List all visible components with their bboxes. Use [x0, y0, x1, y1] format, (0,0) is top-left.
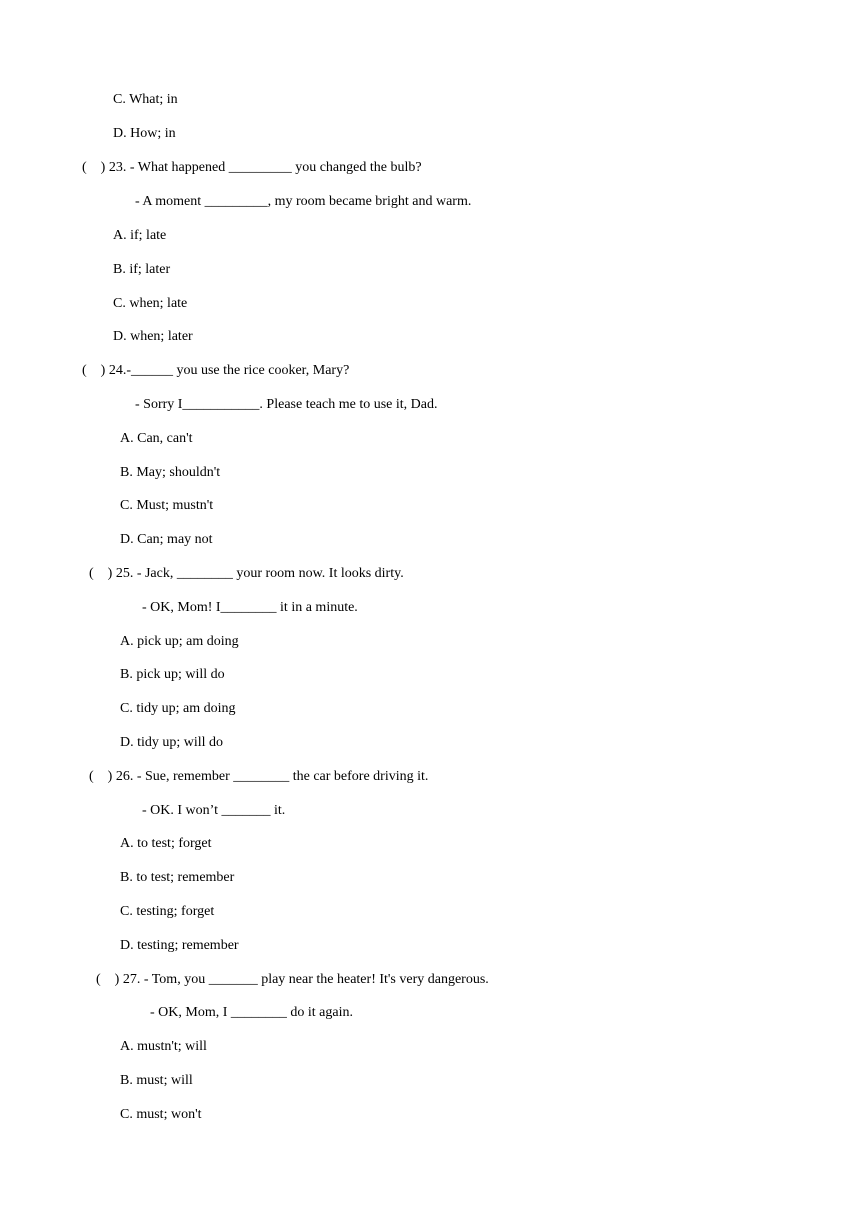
option-c-q24: C. Must; mustn't [120, 498, 214, 513]
question-23-response: - A moment _________, my room became bright and warm. [135, 194, 472, 209]
question-24: ( ) 24.-______ you use the rice cooker, Mary? [82, 363, 350, 378]
option-a-q27: A. mustn't; will [120, 1039, 207, 1054]
option-a-q23: A. if; late [113, 228, 167, 243]
option-c-q23: C. when; late [113, 296, 188, 311]
option-b-q25: B. pick up; will do [120, 667, 225, 682]
option-b-q27: B. must; will [120, 1073, 193, 1088]
option-b-q24: B. May; shouldn't [120, 465, 221, 480]
question-23: ( ) 23. - What happened _________ you changed the bulb? [82, 160, 422, 175]
option-d-q24: D. Can; may not [120, 532, 213, 547]
question-26-response: - OK. I won’t _______ it. [142, 803, 286, 818]
option-a-q24: A. Can, can't [120, 431, 193, 446]
option-d-q22: D. How; in [113, 126, 176, 141]
option-a-q25: A. pick up; am doing [120, 634, 239, 649]
option-b-q26: B. to test; remember [120, 870, 235, 885]
option-c-q26: C. testing; forget [120, 904, 215, 919]
option-d-q26: D. testing; remember [120, 938, 239, 953]
option-d-q25: D. tidy up; will do [120, 735, 224, 750]
question-27: ( ) 27. - Tom, you _______ play near the heater! It's very dangerous. [96, 972, 489, 987]
option-a-q26: A. to test; forget [120, 836, 212, 851]
question-27-response: - OK, Mom, I ________ do it again. [150, 1005, 353, 1020]
option-b-q23: B. if; later [113, 262, 171, 277]
option-c-q25: C. tidy up; am doing [120, 701, 236, 716]
option-c-q22: C. What; in [113, 92, 178, 107]
question-24-response: - Sorry I___________. Please teach me to use it, Dad. [135, 397, 438, 412]
question-25-response: - OK, Mom! I________ it in a minute. [142, 600, 358, 615]
question-26: ( ) 26. - Sue, remember ________ the car before driving it. [89, 769, 429, 784]
option-c-q27: C. must; won't [120, 1107, 202, 1122]
question-25: ( ) 25. - Jack, ________ your room now. It looks dirty. [89, 566, 404, 581]
option-d-q23: D. when; later [113, 329, 193, 344]
